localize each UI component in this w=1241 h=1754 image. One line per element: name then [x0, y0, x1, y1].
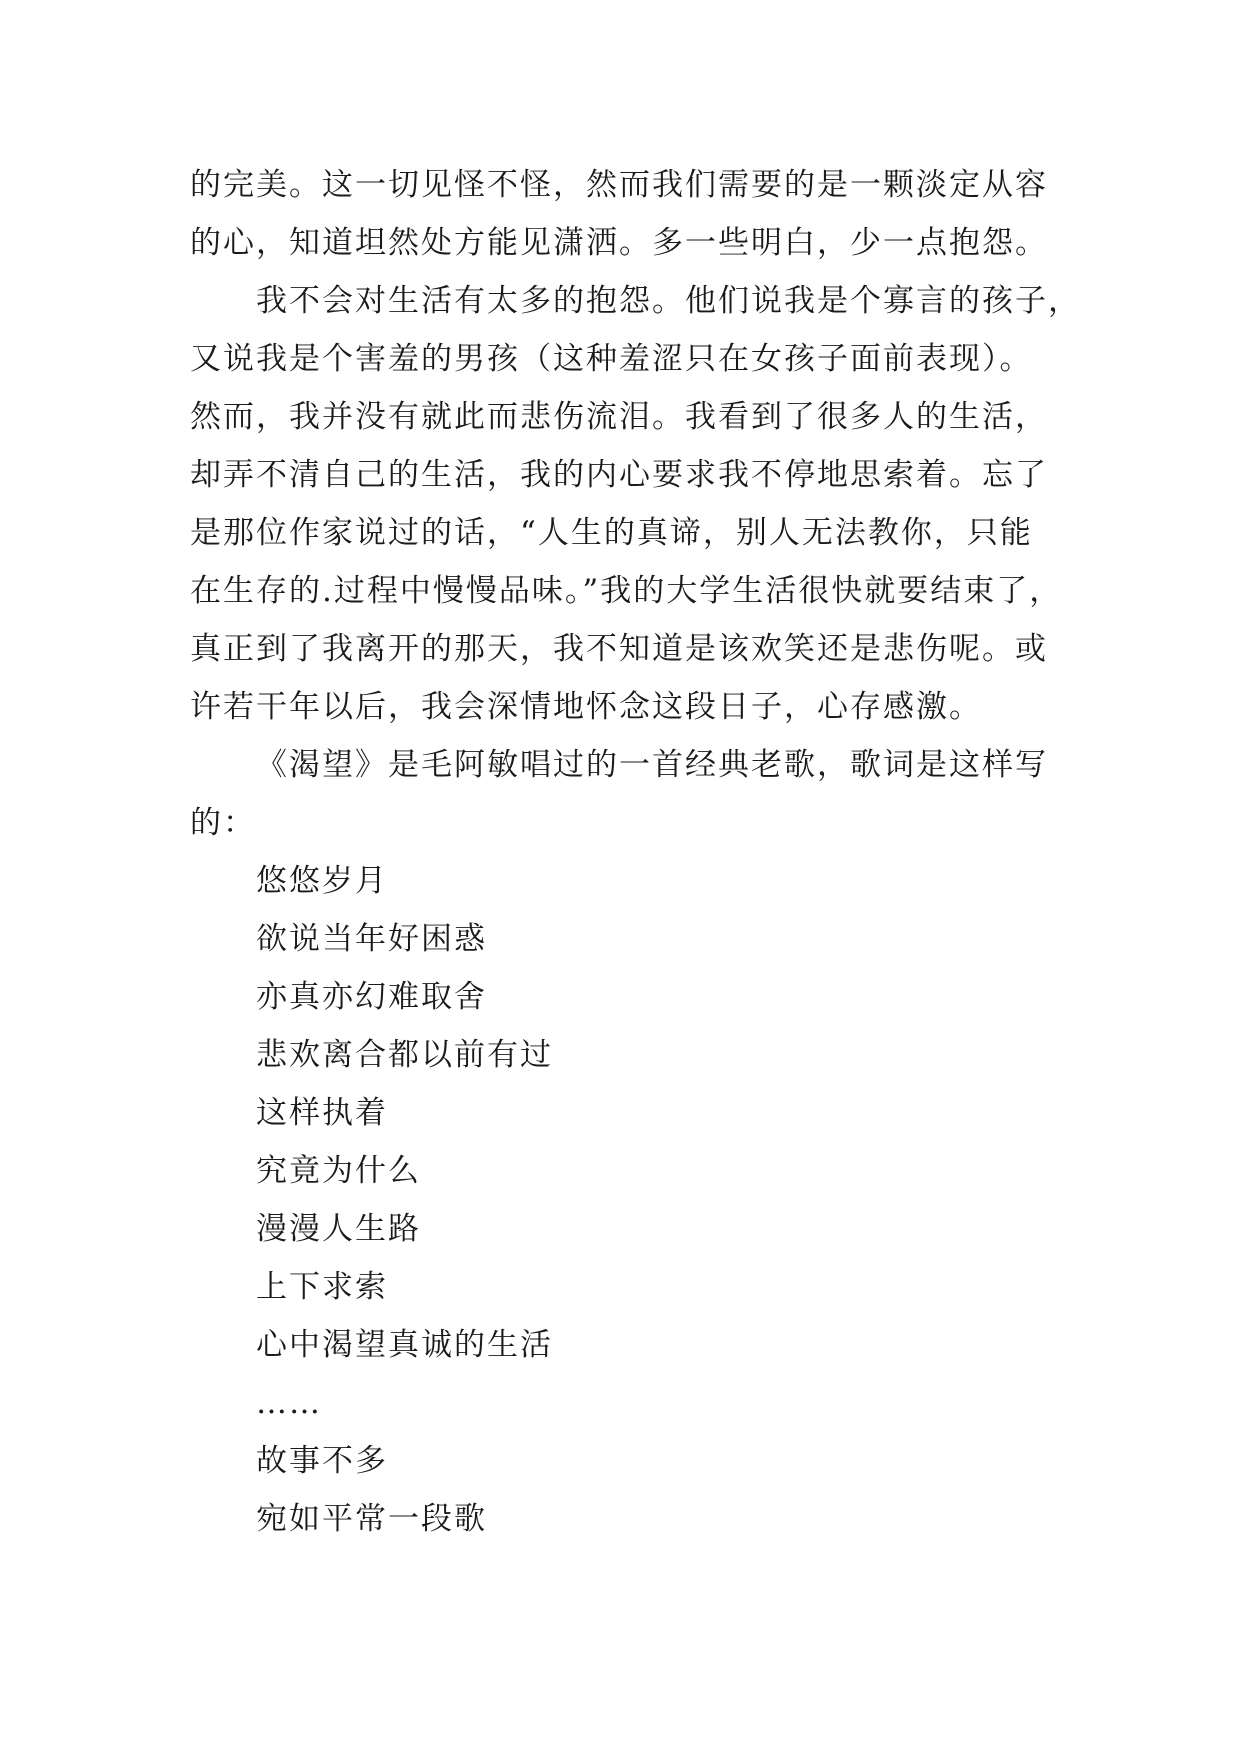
paragraph-line: 却弄不清自己的生活，我的内心要求我不停地思索着。忘了 — [190, 457, 1048, 493]
document-body — [190, 156, 1090, 1548]
lyric-line: …… — [256, 1385, 322, 1421]
paragraph-line: 《渴望》是毛阿敏唱过的一首经典老歌，歌词是这样写 — [256, 747, 1048, 783]
paragraph-line: 真正到了我离开的那天，我不知道是该欢笑还是悲伤呢。或 — [190, 631, 1048, 667]
lyric-line: 悲欢离合都以前有过 — [256, 1037, 553, 1073]
paragraph-line: 的心，知道坦然处方能见潇洒。多一些明白，少一点抱怨。 — [190, 225, 1048, 261]
lyric-line: 上下求索 — [256, 1269, 388, 1305]
paragraph-line: 是那位作家说过的话，“人生的真谛，别人无法教你，只能 — [190, 515, 1033, 551]
paragraph-line: 在生存的.过程中慢慢品味。”我的大学生活很快就要结束了， — [190, 573, 1063, 609]
paragraph-line: 许若干年以后，我会深情地怀念这段日子，心存感激。 — [190, 689, 982, 725]
lyric-line: 宛如平常一段歌 — [256, 1501, 487, 1537]
lyric-line: 亦真亦幻难取舍 — [256, 979, 487, 1015]
paragraph-line: 的： — [190, 805, 256, 841]
paragraph-line: 我不会对生活有太多的抱怨。他们说我是个寡言的孩子， — [256, 283, 1081, 319]
lyric-line: 漫漫人生路 — [256, 1211, 421, 1247]
lyric-line: 究竟为什么 — [256, 1153, 421, 1189]
lyric-line: 这样执着 — [256, 1095, 388, 1131]
lyric-line: 心中渴望真诚的生活 — [256, 1327, 553, 1363]
paragraph-line: 的完美。这一切见怪不怪，然而我们需要的是一颗淡定从容 — [190, 167, 1048, 203]
lyric-line: 故事不多 — [256, 1443, 388, 1479]
paragraph-line: 然而，我并没有就此而悲伤流泪。我看到了很多人的生活， — [190, 399, 1048, 435]
lyric-line: 悠悠岁月 — [256, 863, 388, 899]
lyric-line: 欲说当年好困惑 — [256, 921, 487, 957]
paragraph-line: 又说我是个害羞的男孩（这种羞涩只在女孩子面前表现）。 — [190, 341, 1033, 377]
